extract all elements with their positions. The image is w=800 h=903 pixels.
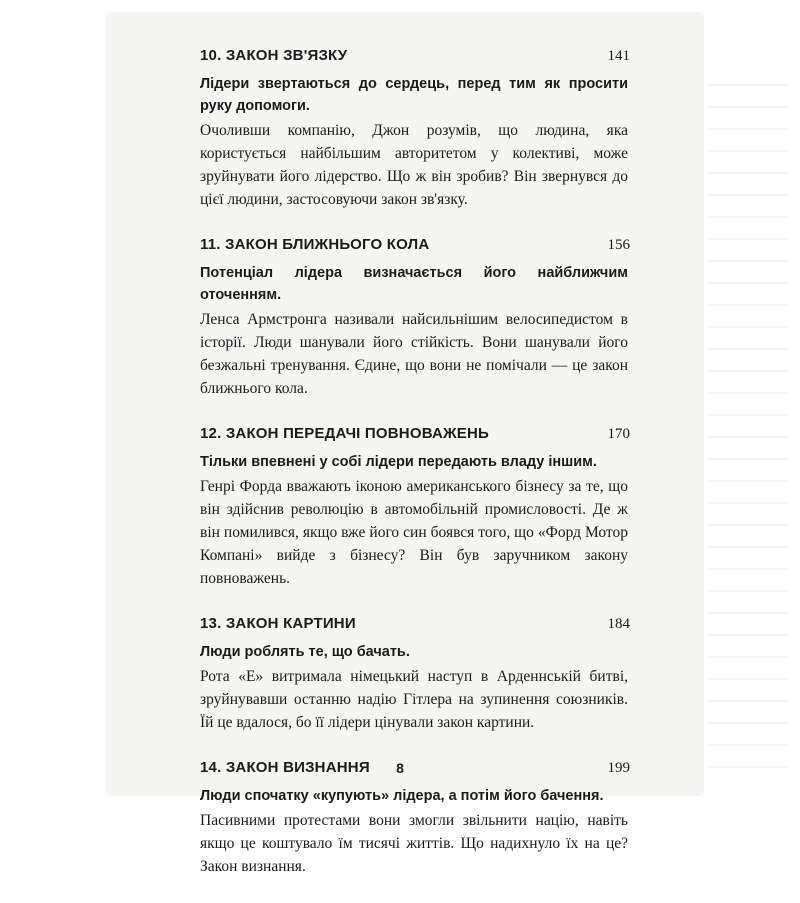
show-through-text <box>708 84 788 784</box>
toc-entry-11 <box>200 236 628 400</box>
law-subtitle: Лідери звертаються до сердець, перед тим як просити руку допомоги. <box>200 76 628 114</box>
law-subtitle: Тільки впевнені у собі лідери передають владу іншим. <box>200 454 597 470</box>
law-title: 12. ЗАКОН ПЕРЕДАЧІ ПОВНОВАЖЕНЬ <box>200 425 489 442</box>
law-subtitle: Люди роблять те, що бачать. <box>200 644 410 660</box>
law-subtitle: Потенціал лідера визначається його найближчим оточенням. <box>200 265 628 303</box>
law-title: 13. ЗАКОН КАРТИНИ <box>200 615 356 632</box>
toc-entry-14 <box>200 759 628 878</box>
law-description: Пасивними протестами вони змогли звільнити націю, навіть якщо це коштувало їм тисячі життів. Що надихнуло їх на це? Закон визнання. <box>200 812 628 875</box>
law-description: Ленса Армстронга називали найсильнішим велосипедистом в історії. Люди шанували його стійкість. Вони шанували його безжальні тренування. Єдине, що вони не помічали — це закон ближнього кола. <box>200 311 628 397</box>
law-title: 11. ЗАКОН БЛИЖНЬОГО КОЛА <box>200 236 430 253</box>
page-folio-number: 8 <box>396 760 404 776</box>
page-number: 184 <box>607 616 630 632</box>
law-description: Генрі Форда вважають іконою американського бізнесу за те, що він здійснив революцію в автомобільній промисловості. Де ж він помилився, якщо вже його син боявся того, що «Форд Мотор Компані» вийде з бізнесу? Він був заручником закону повноважень. <box>200 478 628 587</box>
law-description: Рота «Е» витримала німецький наступ в Арденнській битві, зруйнувавши останню надію Гітлера на зупинення союзників. Їй це вдалося, бо її лідери цінували закон картини. <box>200 668 628 731</box>
toc-entry-13 <box>200 615 628 734</box>
law-title: 10. ЗАКОН ЗВ'ЯЗКУ <box>200 47 348 64</box>
page-number: 199 <box>607 760 630 776</box>
entry-heading <box>200 615 628 641</box>
entry-heading <box>200 236 628 262</box>
page-number: 156 <box>607 237 630 253</box>
toc-entry-10 <box>200 47 628 211</box>
entry-heading <box>200 425 628 451</box>
law-description: Очоливши компанію, Джон розумів, що людина, яка користується найбільшим авторитетом у колективі, може зруйнувати його лідерство. Що ж він зробив? Він звернувся до цієї людини, застосовуючи закон зв'язку. <box>200 122 628 208</box>
entry-heading <box>200 47 628 73</box>
law-title: 14. ЗАКОН ВИЗНАННЯ <box>200 759 370 776</box>
page-number: 170 <box>607 426 630 442</box>
law-subtitle: Люди спочатку «купують» лідера, а потім його бачення. <box>200 788 604 804</box>
page-number: 141 <box>607 48 630 64</box>
toc-entry-12 <box>200 425 628 590</box>
